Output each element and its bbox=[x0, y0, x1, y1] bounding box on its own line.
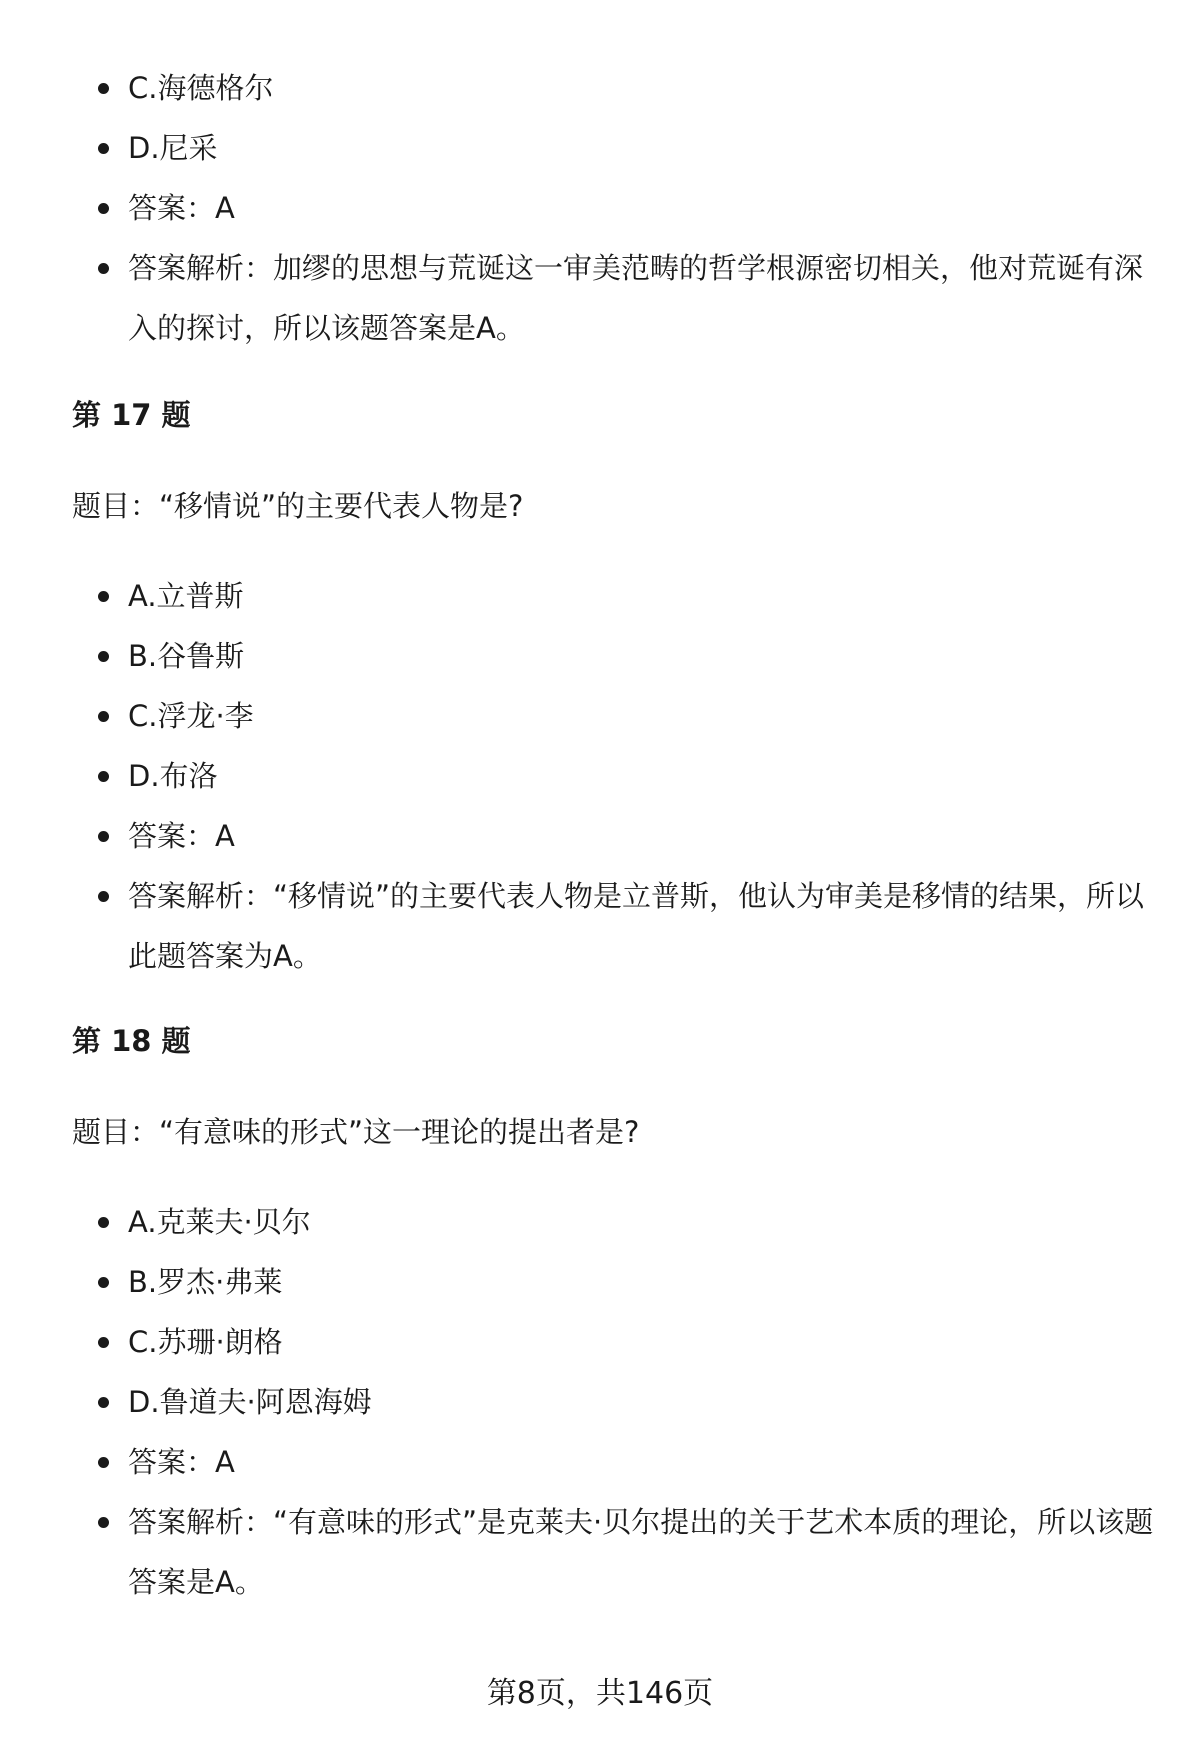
option-b bbox=[72, 626, 1162, 686]
explanation-text: 答案解析：“有意味的形式”是克莱夫·贝尔提出的关于艺术本质的理论，所以该题答案是A。 bbox=[128, 1505, 1154, 1599]
answer-text: 答案：A bbox=[128, 191, 235, 225]
prev-question-options bbox=[72, 58, 1162, 358]
bullet-icon bbox=[98, 1337, 109, 1348]
option-b bbox=[72, 1252, 1162, 1312]
option-text: A.克莱夫·贝尔 bbox=[128, 1205, 311, 1239]
answer-text: 答案：A bbox=[128, 819, 235, 853]
explanation-text: 答案解析：加缪的思想与荒诞这一审美范畴的哲学根源密切相关，他对荒诞有深入的探讨，所以该题答案是A。 bbox=[128, 251, 1144, 345]
explanation-text: 答案解析：“移情说”的主要代表人物是立普斯，他认为审美是移情的结果，所以此题答案为A。 bbox=[128, 879, 1145, 973]
option-text: C.苏珊·朗格 bbox=[128, 1325, 283, 1359]
bullet-icon bbox=[98, 143, 109, 154]
option-c bbox=[72, 1312, 1162, 1372]
option-text: D.布洛 bbox=[128, 759, 218, 793]
bullet-icon bbox=[98, 83, 109, 94]
bullet-icon bbox=[98, 1397, 109, 1408]
option-text: C.浮龙·李 bbox=[128, 699, 254, 733]
option-d bbox=[72, 1372, 1162, 1432]
option-a bbox=[72, 1192, 1162, 1252]
option-d bbox=[72, 118, 1162, 178]
question-text-17: 题目：“移情说”的主要代表人物是? bbox=[72, 489, 524, 523]
option-text: D.鲁道夫·阿恩海姆 bbox=[128, 1385, 372, 1419]
bullet-icon bbox=[98, 711, 109, 722]
bullet-icon bbox=[98, 203, 109, 214]
answer bbox=[72, 178, 1162, 238]
q18-options bbox=[72, 1192, 1162, 1612]
q17-options bbox=[72, 566, 1162, 986]
option-d bbox=[72, 746, 1162, 806]
option-a bbox=[72, 566, 1162, 626]
answer bbox=[72, 1432, 1162, 1492]
option-c bbox=[72, 58, 1162, 118]
option-text: B.谷鲁斯 bbox=[128, 639, 245, 673]
question-heading-17: 第 17 题 bbox=[72, 398, 191, 432]
explanation bbox=[72, 866, 1162, 986]
bullet-icon bbox=[98, 891, 109, 902]
option-c bbox=[72, 686, 1162, 746]
bullet-icon bbox=[98, 1277, 109, 1288]
bullet-icon bbox=[98, 591, 109, 602]
question-heading-18: 第 18 题 bbox=[72, 1024, 191, 1058]
answer-text: 答案：A bbox=[128, 1445, 235, 1479]
answer bbox=[72, 806, 1162, 866]
question-text-18: 题目：“有意味的形式”这一理论的提出者是? bbox=[72, 1115, 640, 1149]
bullet-icon bbox=[98, 263, 109, 274]
explanation bbox=[72, 1492, 1162, 1612]
option-text: C.海德格尔 bbox=[128, 71, 274, 105]
option-text: D.尼采 bbox=[128, 131, 218, 165]
bullet-icon bbox=[98, 831, 109, 842]
option-text: A.立普斯 bbox=[128, 579, 244, 613]
bullet-icon bbox=[98, 771, 109, 782]
bullet-icon bbox=[98, 651, 109, 662]
bullet-icon bbox=[98, 1517, 109, 1528]
page-number: 第8页，共146页 bbox=[486, 1676, 714, 1711]
option-text: B.罗杰·弗莱 bbox=[128, 1265, 283, 1299]
explanation bbox=[72, 238, 1162, 358]
bullet-icon bbox=[98, 1457, 109, 1468]
bullet-icon bbox=[98, 1217, 109, 1228]
